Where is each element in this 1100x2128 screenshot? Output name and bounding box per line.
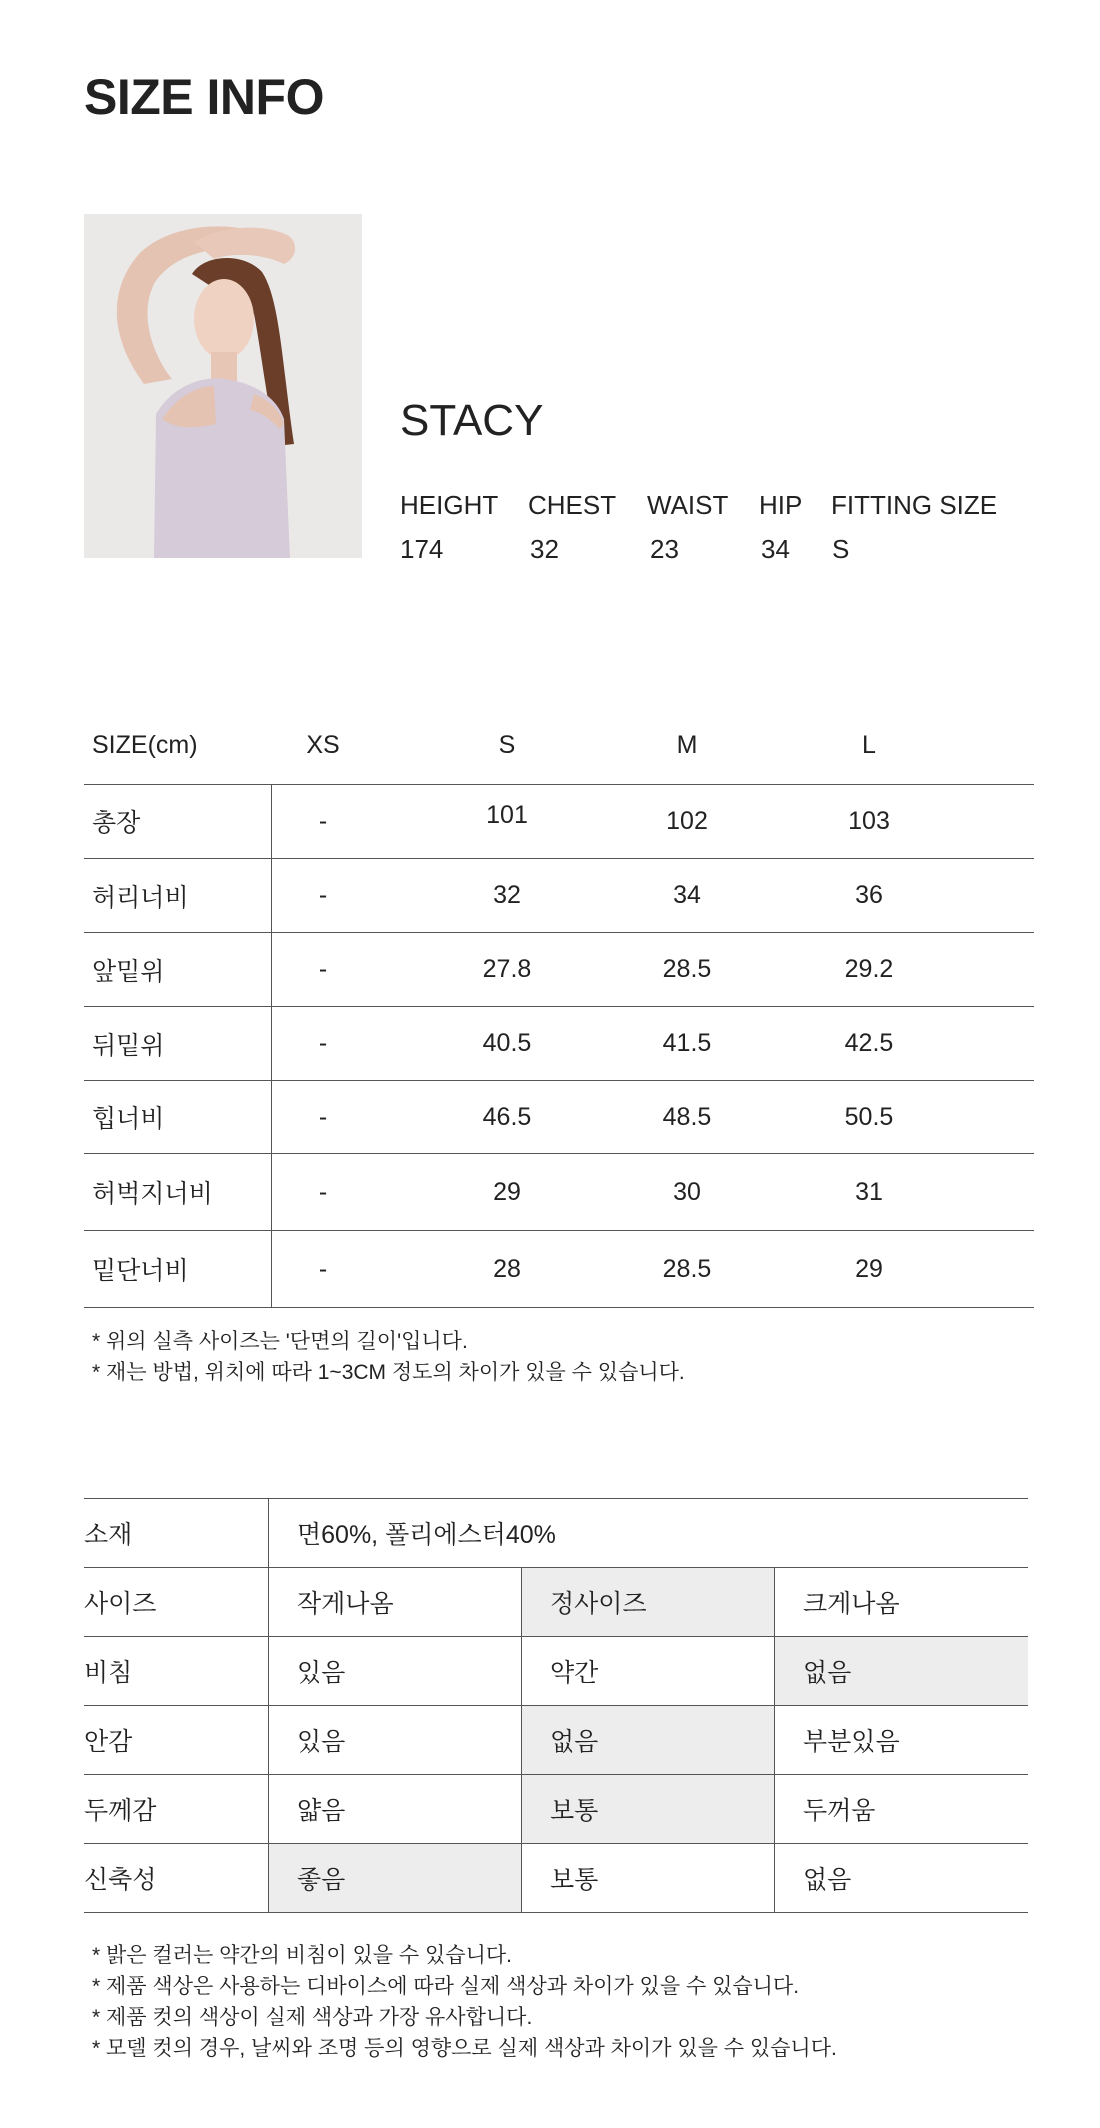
size-cell-xs: -: [318, 1177, 328, 1206]
spec-label-chest: CHEST: [528, 490, 617, 520]
size-cell-xs: -: [318, 1102, 328, 1131]
attribute-option: 두꺼움: [774, 1775, 1028, 1843]
size-cell-m: 30: [673, 1177, 701, 1206]
model-photo-illustration: [84, 214, 362, 558]
size-header-xs: XS: [306, 730, 340, 759]
size-row-label: 허리너비: [92, 883, 189, 912]
size-cell-m: 28.5: [662, 955, 712, 983]
model-photo: [84, 214, 362, 558]
attribute-option: 보통: [521, 1844, 774, 1912]
attribute-option: 얇음: [268, 1775, 521, 1843]
size-row-label: 허벅지너비: [92, 1180, 213, 1208]
attribute-option: 부분있음: [774, 1706, 1028, 1774]
size-cell-s: 46.5: [482, 1102, 532, 1131]
table-row: [84, 1154, 1034, 1231]
size-header-label: SIZE(cm): [92, 730, 198, 759]
attribute-option: 약간: [521, 1637, 774, 1705]
table-row: [84, 1231, 1034, 1308]
material-note: * 제품 컷의 색상이 실제 색상과 가장 유사합니다.: [92, 2006, 533, 2029]
table-row: [84, 1706, 1028, 1775]
table-row: [84, 1568, 1028, 1637]
size-cell-l: 31: [855, 1177, 883, 1206]
size-cell-l: 50.5: [844, 1102, 894, 1131]
size-cell-s: 28: [493, 1254, 521, 1283]
table-row: [84, 1081, 1034, 1154]
size-cell-xs: -: [318, 1254, 328, 1283]
attribute-option: 작게나옴: [268, 1568, 521, 1636]
attribute-option: 정사이즈: [521, 1568, 774, 1636]
size-table: [84, 706, 1034, 1308]
size-cell-xs: -: [318, 1029, 328, 1057]
attribute-option: 보통: [521, 1775, 774, 1843]
page-title: SIZE INFO: [84, 69, 324, 125]
material-value: 면60%, 폴리에스터40%: [268, 1499, 1028, 1567]
size-cell-xs: -: [318, 806, 328, 835]
material-note: * 제품 색상은 사용하는 디바이스에 따라 실제 색상과 차이가 있을 수 있습니다.: [92, 1975, 800, 1998]
material-row: [84, 1499, 1028, 1568]
size-header-m: M: [676, 730, 698, 759]
table-row: [84, 859, 1034, 933]
spec-value-hip: 34: [761, 534, 790, 564]
size-row-label: 총장: [92, 809, 141, 837]
size-cell-m: 48.5: [662, 1102, 712, 1131]
material-label: 소재: [84, 1521, 133, 1549]
size-cell-m: 41.5: [662, 1029, 712, 1057]
spec-label-height: HEIGHT: [400, 490, 499, 520]
table-row: [84, 1775, 1028, 1844]
size-cell-s: 27.8: [482, 955, 532, 983]
size-cell-m: 28.5: [662, 1254, 712, 1283]
size-table-header: [84, 706, 1034, 785]
size-row-label: 밑단너비: [92, 1257, 189, 1285]
size-row-label: 힙너비: [92, 1105, 165, 1133]
material-note: * 모델 컷의 경우, 날씨와 조명 등의 영향으로 실제 색상과 차이가 있을 수 있습니다.: [92, 2037, 837, 2060]
attribute-option: 좋음: [268, 1844, 521, 1912]
attribute-label: 비침: [84, 1659, 133, 1687]
spec-value-fitting-size: S: [832, 534, 850, 564]
spec-value-height: 174: [400, 534, 444, 564]
size-note: * 재는 방법, 위치에 따라 1~3CM 정도의 차이가 있을 수 있습니다.: [92, 1361, 685, 1384]
table-row: [84, 933, 1034, 1007]
attribute-option: 있음: [268, 1706, 521, 1774]
size-note: * 위의 실측 사이즈는 '단면의 길이'입니다.: [92, 1330, 468, 1353]
size-cell-l: 29: [855, 1254, 883, 1283]
size-row-label: 뒤밑위: [92, 1031, 165, 1060]
size-notes: [92, 1326, 685, 1388]
table-row: [84, 1637, 1028, 1706]
attribute-label: 안감: [84, 1728, 133, 1756]
size-row-label: 앞밑위: [92, 957, 165, 986]
attribute-option: 크게나옴: [774, 1568, 1028, 1636]
size-cell-l: 103: [848, 806, 890, 835]
attribute-option: 있음: [268, 1637, 521, 1705]
attribute-option: 없음: [774, 1844, 1028, 1912]
size-cell-m: 34: [673, 881, 701, 909]
attribute-label: 사이즈: [84, 1590, 157, 1618]
table-row: [84, 784, 1034, 859]
attribute-option: 없음: [774, 1637, 1028, 1705]
attribute-option: 없음: [521, 1706, 774, 1774]
size-cell-l: 29.2: [844, 955, 894, 983]
size-cell-s: 101: [486, 800, 528, 829]
spec-label-fitting-size: FITTING SIZE: [831, 490, 998, 520]
material-table: [84, 1498, 1028, 1913]
size-header-l: L: [862, 730, 876, 759]
spec-value-waist: 23: [650, 534, 679, 564]
table-row: [84, 1007, 1034, 1081]
size-cell-xs: -: [318, 881, 328, 909]
size-cell-s: 29: [493, 1177, 521, 1206]
material-notes: [92, 1940, 837, 2064]
size-cell-xs: -: [318, 955, 328, 983]
size-cell-l: 36: [855, 881, 883, 909]
size-cell-m: 102: [666, 806, 708, 835]
material-note: * 밝은 컬러는 약간의 비침이 있을 수 있습니다.: [92, 1944, 512, 1967]
size-cell-l: 42.5: [844, 1029, 894, 1057]
spec-value-chest: 32: [530, 534, 559, 564]
table-row: [84, 1844, 1028, 1913]
model-name: STACY: [400, 396, 544, 445]
spec-label-waist: WAIST: [647, 490, 729, 520]
attribute-label: 신축성: [84, 1866, 157, 1894]
size-cell-s: 40.5: [482, 1029, 532, 1057]
size-header-s: S: [498, 730, 516, 759]
attribute-label: 두께감: [84, 1797, 157, 1825]
spec-label-hip: HIP: [759, 490, 803, 520]
size-cell-s: 32: [493, 881, 521, 909]
